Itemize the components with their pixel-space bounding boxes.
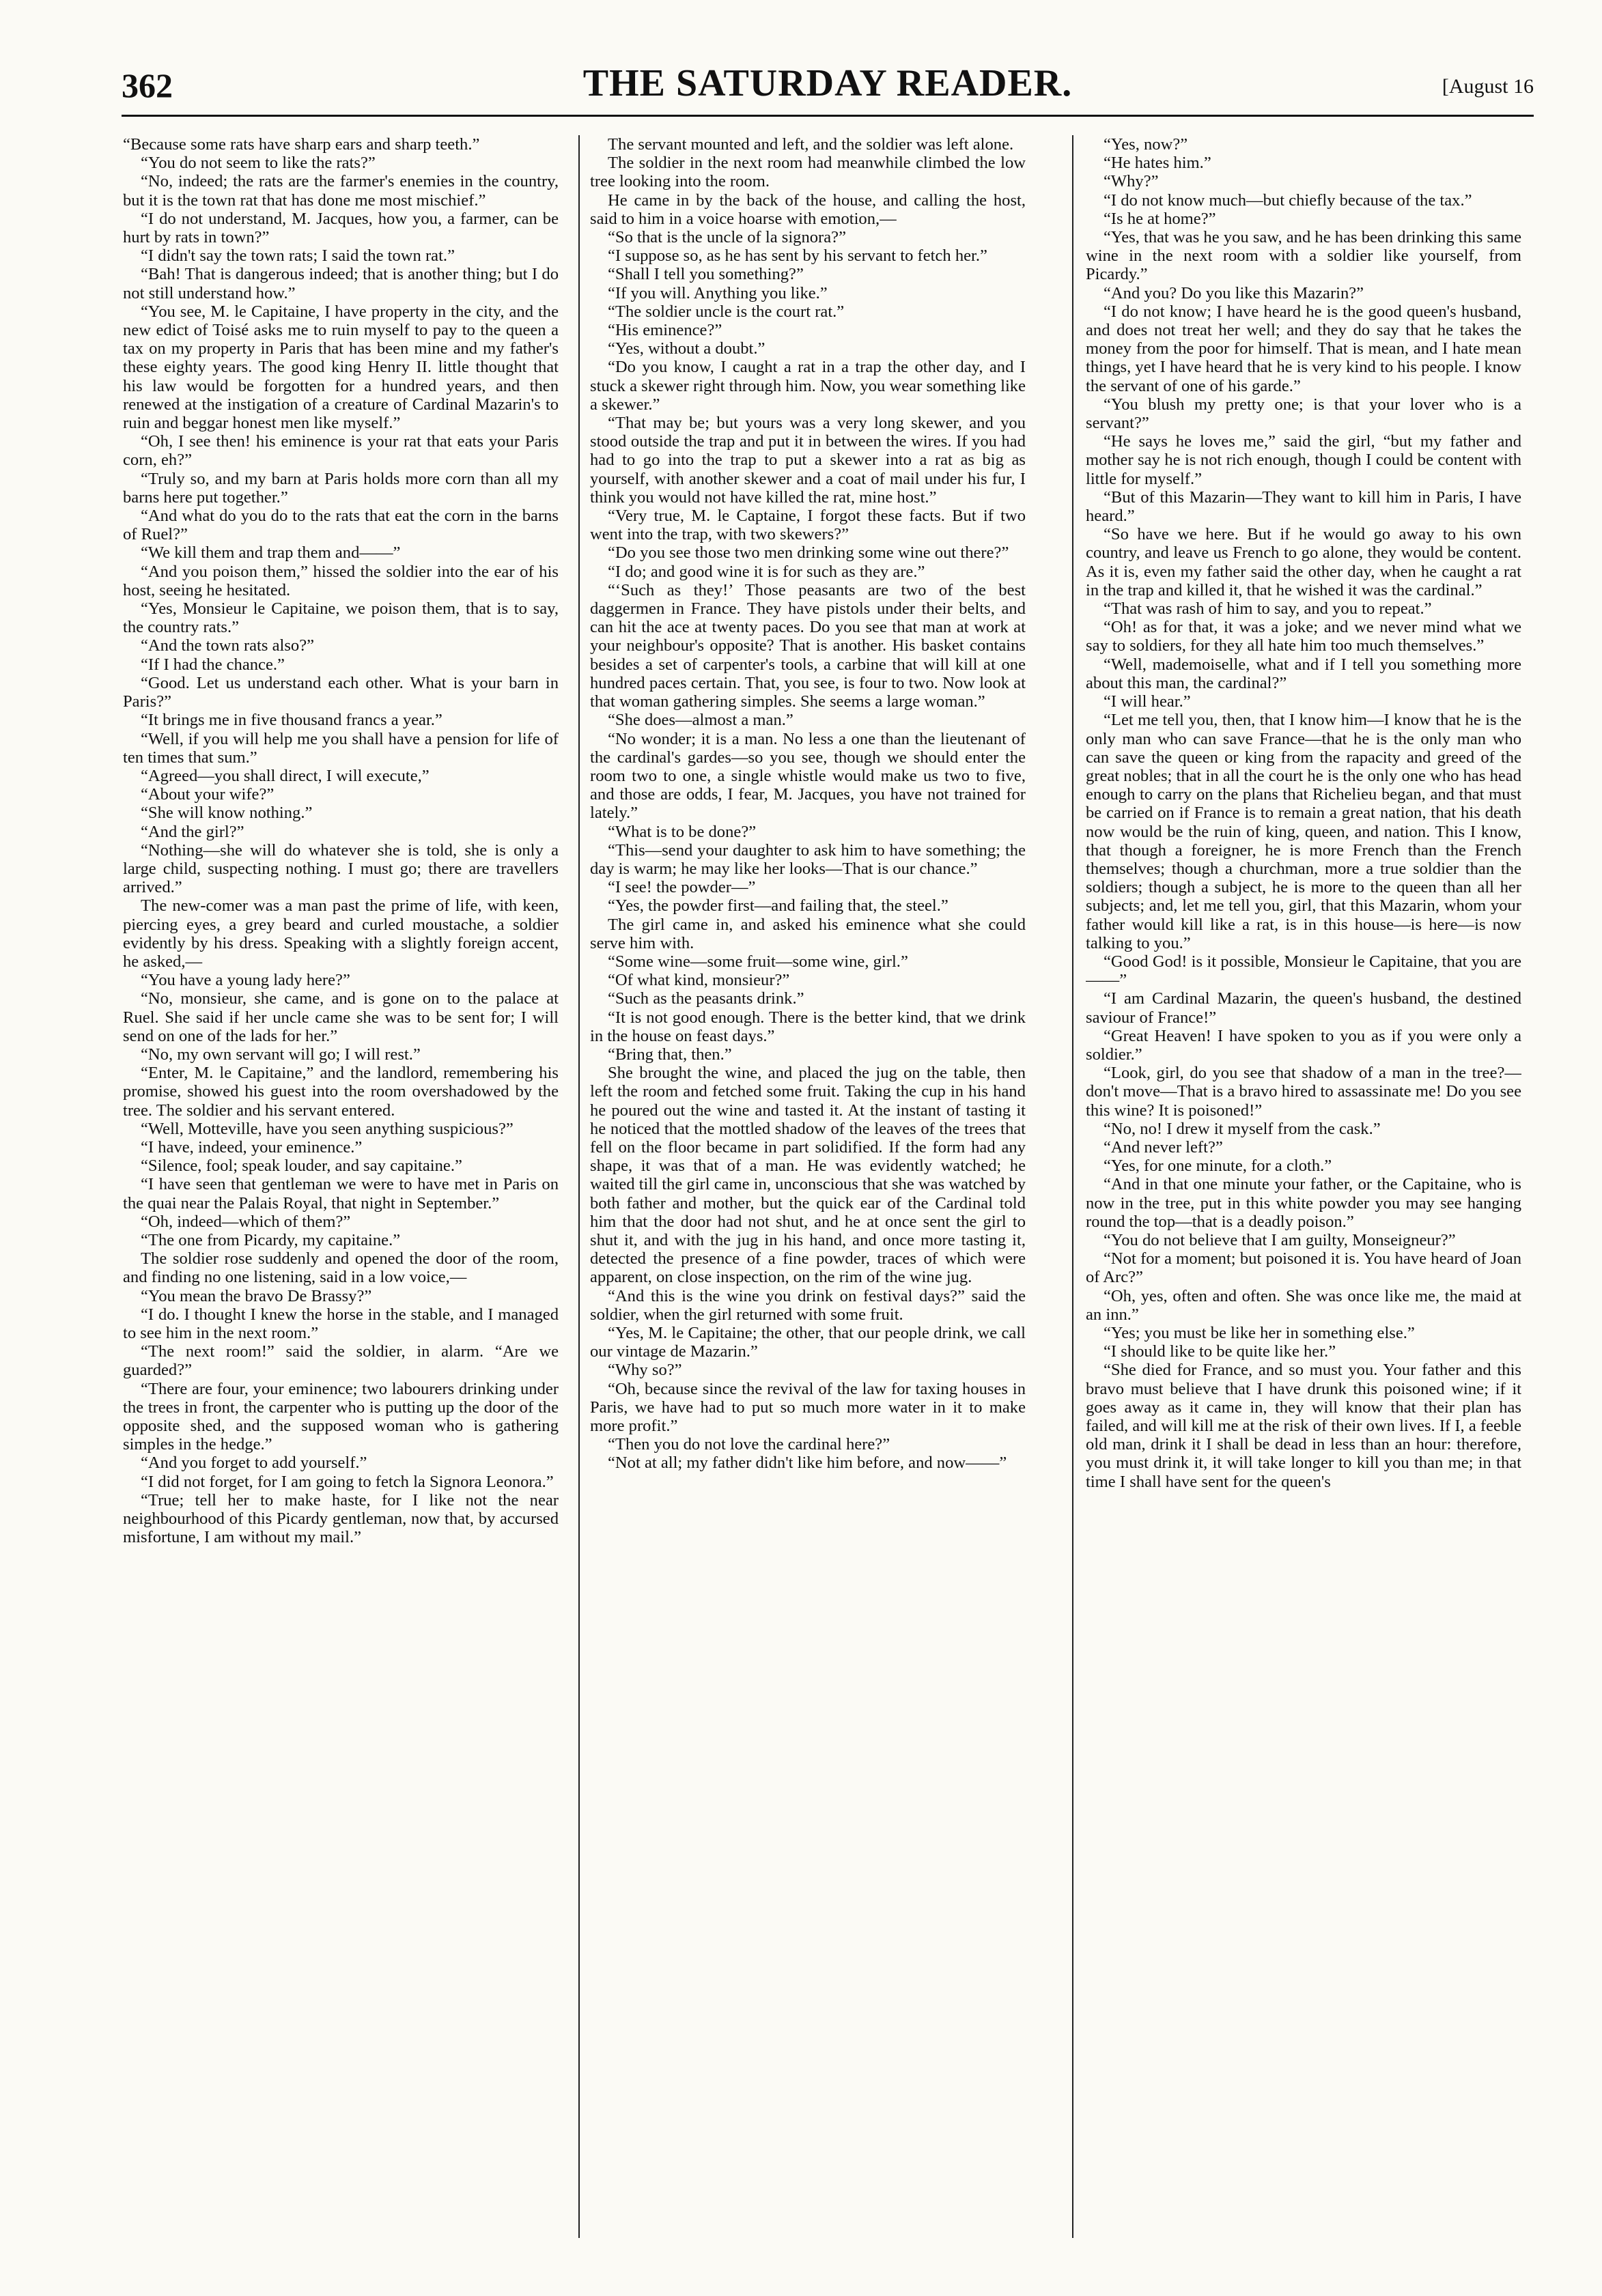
article-paragraph: “Not for a moment; but poisoned it is. You have heard of Joan of Arc?” xyxy=(1086,1249,1521,1287)
article-paragraph: “Then you do not love the cardinal here?” xyxy=(608,1435,890,1454)
article-paragraph: The soldier in the next room had meanwhile climbed the low tree looking into the room. xyxy=(590,154,1026,191)
article-paragraph: “I should like to be quite like her.” xyxy=(1104,1342,1336,1361)
article-paragraph: “And in that one minute your father, or the Capitaine, who is now in the tree, put in this white powder you may see hanging round the top—that is a deadly poison.” xyxy=(1086,1175,1521,1231)
article-paragraph: “Enter, M. le Capitaine,” and the landlord, remembering his promise, showed his guest into the room overshadowed by the tree. The soldier and his servant entered. xyxy=(123,1064,559,1120)
article-paragraph: “Do you see those two men drinking some wine out there?” xyxy=(608,543,1009,563)
article-paragraph: “No wonder; it is a man. No less a one than the lieutenant of the cardinal's gardes—so you see, though we should enter the room two to one, a single whistle would make us two to five, and those are odds, I fear, M. Jacques, you have not trained for lately.” xyxy=(590,729,1026,823)
article-paragraph: “Why so?” xyxy=(608,1361,682,1380)
article-paragraph: “So that is the uncle of la signora?” xyxy=(608,228,846,247)
article-paragraph: “Good God! is it possible, Monsieur le Capitaine, that you are——” xyxy=(1086,952,1521,990)
article-paragraph: “You see, M. le Capitaine, I have property in the city, and the new edict of Toisé asks me to ruin myself to pay to the queen a tax on my property in Paris that has been mine and my father's these eighty years. The good king Henry II. little thought that his law would be forgotten for a hundred years, and then renewed at the instigation of a creature of Cardinal Mazarin's to ruin and beggar honest men like myself.” xyxy=(123,302,559,433)
article-paragraph: “And you? Do you like this Mazarin?” xyxy=(1104,283,1364,302)
article-paragraph: “What is to be done?” xyxy=(608,822,757,841)
article-paragraph: “Yes, now?” xyxy=(1104,135,1188,154)
article-paragraph: “I see! the powder—” xyxy=(608,878,756,897)
article-paragraph: “True; tell her to make haste, for I like not the near neighbourhood of this Picardy gentleman, now that, by accursed misfortune, I am without my mail.” xyxy=(123,1490,559,1547)
article-paragraph: “Agreed—you shall direct, I will execute,” xyxy=(141,766,430,785)
article-paragraph: “Some wine—some fruit—some wine, girl.” xyxy=(608,952,908,971)
article-paragraph: “And the girl?” xyxy=(141,822,244,841)
issue-date: [August 16 xyxy=(1442,75,1534,98)
article-paragraph: “If you will. Anything you like.” xyxy=(608,283,828,302)
article-paragraph: “Yes, without a doubt.” xyxy=(608,339,765,358)
article-paragraph: “He says he loves me,” said the girl, “but my father and mother say he is not rich enough, though I could be content with little for myself.” xyxy=(1086,432,1521,488)
article-paragraph: “There are four, your eminence; two labourers drinking under the trees in front, the carpenter who is putting up the door of the opposite shed, and the supposed woman who is gathering simples in the hedge.” xyxy=(123,1379,559,1454)
article-paragraph: “She will know nothing.” xyxy=(141,804,313,823)
article-paragraph: “You do not believe that I am guilty, Monseigneur?” xyxy=(1104,1230,1456,1249)
article-paragraph: “She does—almost a man.” xyxy=(608,711,793,730)
article-paragraph: “About your wife?” xyxy=(141,785,275,804)
article-paragraph: “Bah! That is dangerous indeed; that is another thing; but I do not still understand how.” xyxy=(123,265,559,302)
article-paragraph: “The next room!” said the soldier, in alarm. “Are we guarded?” xyxy=(123,1342,559,1380)
article-paragraph: “Well, if you will help me you shall have a pension for life of ten times that sum.” xyxy=(123,729,559,767)
text-column-2 xyxy=(590,135,1026,2245)
article-paragraph: “Yes, the powder first—and failing that, the steel.” xyxy=(608,896,948,916)
article-paragraph: “Why?” xyxy=(1104,172,1159,191)
article-paragraph: “You blush my pretty one; is that your lover who is a servant?” xyxy=(1086,395,1521,433)
article-paragraph: “And the town rats also?” xyxy=(141,636,315,655)
article-paragraph: “Yes; you must be like her in something else.” xyxy=(1104,1324,1415,1342)
article-paragraph: “And you forget to add yourself.” xyxy=(141,1454,367,1473)
article-paragraph: “That was rash of him to say, and you to repeat.” xyxy=(1104,599,1432,619)
article-paragraph: He came in by the back of the house, and calling the host, said to him in a voice hoarse with emotion,— xyxy=(590,190,1026,228)
column-divider xyxy=(1072,135,1073,2238)
article-paragraph: “And you poison them,” hissed the soldier into the ear of his host, seeing he hesitated. xyxy=(123,562,559,599)
article-paragraph: “Shall I tell you something?” xyxy=(608,265,804,284)
article-paragraph: “No, my own servant will go; I will rest.” xyxy=(141,1045,421,1064)
article-paragraph: “It brings me in five thousand francs a year.” xyxy=(141,711,442,730)
article-paragraph: “I do not know much—but chiefly because of the tax.” xyxy=(1104,190,1472,210)
article-paragraph: “So have we here. But if he would go away to his own country, and leave us French to go alone, they would be content. As it is, even my father said the other day, when he caught a rat in the trap and killed it, that he wished it was the cardinal.” xyxy=(1086,525,1521,599)
article-paragraph: “Nothing—she will do whatever she is told, she is only a large child, suspecting nothing. I must go; there are travellers arrived.” xyxy=(123,840,559,897)
article-paragraph: “Not at all; my father didn't like him before, and now——” xyxy=(608,1454,1007,1473)
article-paragraph: “And this is the wine you drink on festival days?” said the soldier, when the girl returned with some fruit. xyxy=(590,1286,1026,1324)
article-paragraph: The new-comer was a man past the prime of life, with keen, piercing eyes, a grey beard and curled moustache, a soldier evidently by his dress. Speaking with a slightly foreign accent, he asked,— xyxy=(123,896,559,971)
article-paragraph: “You do not seem to like the rats?” xyxy=(141,154,376,173)
article-paragraph: “The soldier uncle is the court rat.” xyxy=(608,302,845,321)
article-paragraph: “I will hear.” xyxy=(1104,692,1191,711)
article-paragraph: “Great Heaven! I have spoken to you as if you were only a soldier.” xyxy=(1086,1026,1521,1064)
article-paragraph: “Good. Let us understand each other. What is your barn in Paris?” xyxy=(123,673,559,711)
article-paragraph: “His eminence?” xyxy=(608,321,722,340)
article-paragraph: “You have a young lady here?” xyxy=(141,971,350,990)
article-paragraph: “I have seen that gentleman we were to have met in Paris on the quai near the Palais Royal, that night in September.” xyxy=(123,1175,559,1213)
article-paragraph: “Yes, Monsieur le Capitaine, we poison them, that is to say, the country rats.” xyxy=(123,599,559,637)
article-paragraph: “And never left?” xyxy=(1104,1137,1223,1157)
page-header xyxy=(122,61,1534,117)
article-paragraph: “I do not know; I have heard he is the good queen's husband, and does not treat her well; and they do say that he takes the money from the poor for himself. That is mean, and I hate mean things, yet I have heard that he is very kind to his people. I know the servant of one of his garde.” xyxy=(1086,302,1521,395)
article-paragraph: She brought the wine, and placed the jug on the table, then left the room and fetched some fruit. Taking the cup in his hand he poured out the wine and tasted it. At the instant of tasting it he noticed that the mottled shadow of the leaves of the trees that fell on the floor became in part solidified. If the form had any shape, it was that of a man. He was evidently watched; he waited till the girl came in, unconscious that she was watched by both father and mother, but the quick ear of the Cardinal told him that the door had not shut, and he at once sent the girl to shut it, and with the jug in his hand, and once more tasting it, detected the presence of a fine powder, traces of which were apparent, on close inspection, on the rim of the wine jug. xyxy=(590,1064,1026,1287)
article-paragraph: “I do not understand, M. Jacques, how you, a farmer, can be hurt by rats in town?” xyxy=(123,209,559,247)
article-paragraph: “No, indeed; the rats are the farmer's enemies in the country, but it is the town rat that has done me most mischief.” xyxy=(123,172,559,210)
masthead-title: THE SATURDAY READER. xyxy=(582,62,1073,104)
article-paragraph: “I suppose so, as he has sent by his servant to fetch her.” xyxy=(608,246,987,266)
article-paragraph: “Yes, for one minute, for a cloth.” xyxy=(1104,1157,1332,1176)
article-paragraph: “Such as the peasants drink.” xyxy=(608,989,804,1008)
article-paragraph: “This—send your daughter to ask him to have something; the day is warm; he may like her looks—That is our chance.” xyxy=(590,840,1026,878)
article-paragraph: “Oh! as for that, it was a joke; and we never mind what we say to soldiers, for they all hate him too much themselves.” xyxy=(1086,618,1521,655)
article-paragraph: “That may be; but yours was a very long skewer, and you stood outside the trap and put it in between the wires. If you had had to go into the trap to put a skewer into a rat as big as yourself, with another skewer and a coat of mail under his fur, I think you would not have killed the rat, mine host.” xyxy=(590,414,1026,507)
column-divider xyxy=(578,135,580,2238)
article-paragraph: “Let me tell you, then, that I know him—I know that he is the only man who can save France—that he is the only man who can save the queen or king from the rapacity and greed of the great nobles; that in all the court he is the only one who has head enough to carry on the plans that Richelieu began, and that must be carried on if France is to remain a great nation, that his death now would be the ruin of king, queen, and nation. This I know, that though a foreigner, he is more French than the French themselves; though a churchman, more a true soldier than the soldiers; though a subject, he is more to the queen than all her subjects; and, let me tell you, girl, that this Mazarin, whom your father would kill like a rat, is in this house—is here—is now talking to you.” xyxy=(1086,711,1521,952)
article-paragraph: “Of what kind, monsieur?” xyxy=(608,971,790,990)
text-column-1 xyxy=(123,135,559,2245)
article-paragraph: “Oh, indeed—which of them?” xyxy=(141,1212,351,1231)
text-column-3 xyxy=(1086,135,1521,2245)
article-paragraph: “He hates him.” xyxy=(1104,154,1211,173)
article-paragraph: “Oh, yes, often and often. She was once like me, the maid at an inn.” xyxy=(1086,1286,1521,1324)
article-paragraph: “I have, indeed, your eminence.” xyxy=(141,1137,363,1157)
article-paragraph: “And what do you do to the rats that eat the corn in the barns of Ruel?” xyxy=(123,507,559,544)
article-paragraph: “I did not forget, for I am going to fetch la Signora Leonora.” xyxy=(141,1472,554,1491)
article-paragraph: “You mean the bravo De Brassy?” xyxy=(141,1286,372,1305)
article-paragraph: “I am Cardinal Mazarin, the queen's husband, the destined saviour of France!” xyxy=(1086,989,1521,1027)
article-paragraph: “Yes, that was he you saw, and he has been drinking this same wine in the next room with a soldier like yourself, from Picardy.” xyxy=(1086,228,1521,284)
article-paragraph: The girl came in, and asked his eminence what she could serve him with. xyxy=(590,915,1026,952)
article-paragraph: “Is he at home?” xyxy=(1104,209,1216,228)
article-paragraph: “Yes, M. le Capitaine; the other, that our people drink, we call our vintage de Mazarin.” xyxy=(590,1324,1026,1361)
article-paragraph: “Truly so, and my barn at Paris holds more corn than all my barns here put together.” xyxy=(123,469,559,507)
article-paragraph: “She died for France, and so must you. Your father and this bravo must believe that I have drunk this poisoned wine; if it goes away as it came in, they will know that their plan has failed, and will kill me at the risk of their own lives. If I, a feeble old man, drink it I shall be dead in less than an hour: therefore, you must drink it, it will take longer to kill you than me; in that time I shall have sent for the queen's xyxy=(1086,1361,1521,1491)
article-paragraph: “Silence, fool; speak louder, and say capitaine.” xyxy=(141,1157,462,1176)
article-paragraph: “Oh, because since the revival of the law for taxing houses in Paris, we have had to put so much more water in it to make more profit.” xyxy=(590,1379,1026,1436)
article-paragraph: “I didn't say the town rats; I said the town rat.” xyxy=(141,246,455,266)
article-paragraph: “Well, Motteville, have you seen anything suspicious?” xyxy=(141,1119,514,1138)
article-paragraph: “Very true, M. le Captaine, I forgot these facts. But if two went into the trap, with two skewers?” xyxy=(590,507,1026,544)
page-number: 362 xyxy=(122,66,173,104)
article-paragraph: The soldier rose suddenly and opened the door of the room, and finding no one listening, said in a low voice,— xyxy=(123,1249,559,1287)
article-paragraph: “If I had the chance.” xyxy=(141,655,285,674)
article-paragraph: “Because some rats have sharp ears and sharp teeth.” xyxy=(123,135,480,154)
article-paragraph: The servant mounted and left, and the soldier was left alone. xyxy=(608,135,1014,154)
article-paragraph: “Bring that, then.” xyxy=(608,1045,732,1064)
article-paragraph: “It is not good enough. There is the better kind, that we drink in the house on feast days.” xyxy=(590,1008,1026,1045)
article-paragraph: “But of this Mazarin—They want to kill him in Paris, I have heard.” xyxy=(1086,487,1521,526)
article-paragraph: “No, no! I drew it myself from the cask.” xyxy=(1104,1119,1381,1138)
article-paragraph: “We kill them and trap them and——” xyxy=(141,543,401,563)
article-paragraph: “Oh, I see then! his eminence is your rat that eats your Paris corn, eh?” xyxy=(123,432,559,470)
article-paragraph: “Do you know, I caught a rat in a trap the other day, and I stuck a skewer right through him. Now, you wear something like a skewer.” xyxy=(590,358,1026,414)
article-paragraph: “I do; and good wine it is for such as they are.” xyxy=(608,562,925,581)
article-paragraph: “Look, girl, do you see that shadow of a man in the tree?—don't move—That is a bravo hired to assassinate me! Do you see this wine? It is poisoned!” xyxy=(1086,1064,1521,1120)
article-paragraph: “I do. I thought I knew the horse in the stable, and I managed to see him in the next room.” xyxy=(123,1305,559,1342)
article-paragraph: “The one from Picardy, my capitaine.” xyxy=(141,1230,401,1249)
article-paragraph: “No, monsieur, she came, and is gone on to the palace at Ruel. She said if her uncle came she was to be sent for; I will send on one of the lads for her.” xyxy=(123,989,559,1045)
article-paragraph: “Well, mademoiselle, what and if I tell you something more about this man, the cardinal?” xyxy=(1086,655,1521,692)
article-paragraph: “‘Such as they!’ Those peasants are two of the best daggermen in France. They have pistols under their belts, and can hit the ace at twenty paces. Do you see that man at work at your neighbour's opposite? That is another. His basket contains besides a set of carpenter's tools, a carbine that will kill at one hundred paces certain. That, you see, is four to two. Now look at that woman gathering simples. She seems a large woman.” xyxy=(590,580,1026,711)
